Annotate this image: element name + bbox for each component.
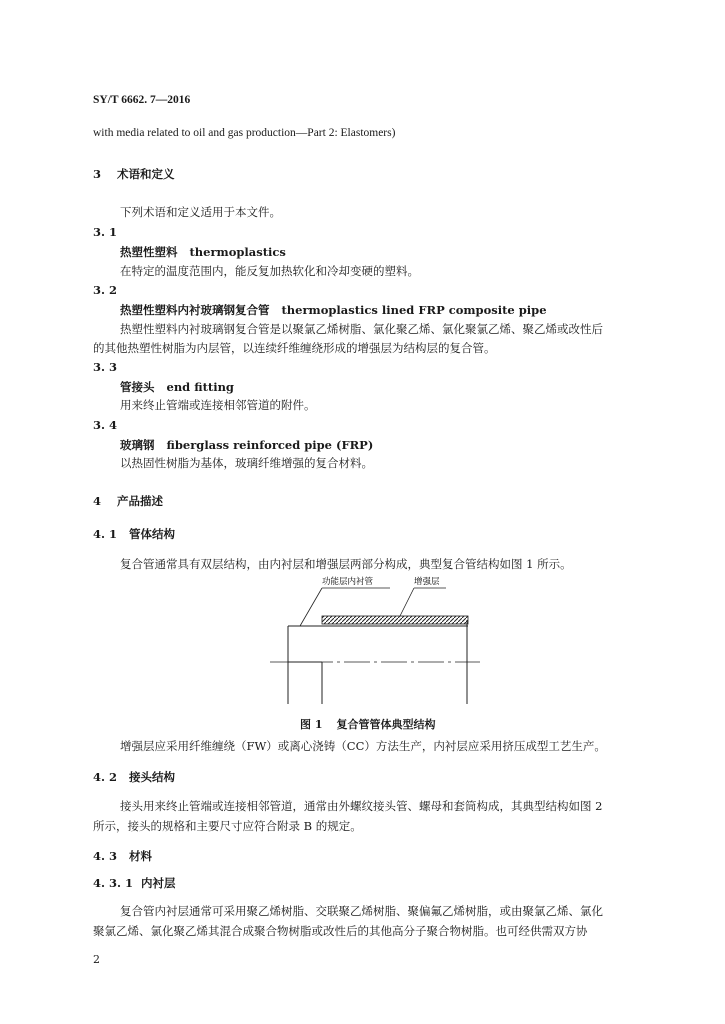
subsection-number: 4. 2	[93, 770, 118, 784]
subsection-4-1-heading	[93, 526, 175, 542]
term-en: fiberglass reinforced pipe (FRP)	[166, 438, 374, 452]
subsection-title: 内衬层	[141, 876, 176, 890]
subsection-4-2-line: 接头用来终止管端或连接相邻管道，通常由外螺纹接头管、螺母和套筒构成，其典型结构如图 2	[120, 799, 603, 813]
section-title: 术语和定义	[117, 167, 175, 181]
section-title: 产品描述	[117, 494, 163, 508]
standard-code: SY/T 6662. 7—2016	[93, 94, 191, 106]
term-heading	[120, 302, 547, 318]
leader-line	[300, 588, 322, 626]
figure-caption	[300, 716, 435, 732]
section-3-heading	[93, 166, 175, 182]
page-number: 2	[93, 953, 100, 966]
subsection-4-1-after: 增强层应采用纤维缠绕（FW）或离心浇铸（CC）方法生产，内衬层应采用挤压成型工艺生产。	[120, 739, 606, 753]
figure-number: 图 1	[300, 718, 323, 731]
subsection-4-2-heading	[93, 769, 175, 785]
leader-line	[400, 588, 414, 616]
term-definition: 用来终止管端或连接相邻管道的附件。	[120, 398, 316, 412]
subsection-title: 接头结构	[129, 770, 175, 784]
subsection-4-2-line: 所示，接头的规格和主要尺寸应符合附录 B 的规定。	[93, 819, 362, 833]
section-4-heading	[93, 493, 163, 509]
figure-label-reinforcement: 增强层	[414, 577, 440, 587]
term-en: end fitting	[166, 380, 234, 394]
subsection-number: 4. 1	[93, 527, 118, 541]
subsection-number: 4. 3. 1	[93, 876, 134, 890]
subsection-4-3-1-line: 聚氯乙烯、氯化聚乙烯其混合成聚合物树脂或改性后的其他高分子聚合物树脂。也可经供需双方协	[93, 924, 588, 938]
term-heading	[120, 244, 286, 260]
subsection-4-3-heading	[93, 848, 152, 864]
term-heading	[120, 437, 373, 453]
subsection-number: 4. 3	[93, 849, 118, 863]
term-definition: 以热固性树脂为基体，玻璃纤维增强的复合材料。	[120, 456, 373, 470]
term-zh: 玻璃钢	[120, 438, 155, 452]
figure-label-inner-liner: 功能层内衬管	[322, 577, 374, 587]
term-number: 3. 3	[93, 360, 118, 374]
figure-title: 复合管管体典型结构	[336, 718, 436, 731]
term-number: 3. 2	[93, 283, 118, 297]
term-en: thermoplastics	[189, 245, 286, 259]
term-zh: 管接头	[120, 380, 155, 394]
section-number: 4	[93, 494, 102, 508]
figure-pipe-structure	[270, 570, 480, 710]
term-en: thermoplastics lined FRP composite pipe	[281, 303, 547, 317]
subsection-title: 材料	[129, 849, 152, 863]
subsection-4-3-1-heading	[93, 875, 176, 891]
term-zh: 热塑性塑料	[120, 245, 178, 259]
term-definition: 热塑性塑料内衬玻璃钢复合管是以聚氯乙烯树脂、氯化聚乙烯、氯化聚氯乙烯、聚乙烯或改性后	[120, 322, 603, 336]
term-heading	[120, 379, 234, 395]
term-number: 3. 4	[93, 418, 118, 432]
term-zh: 热塑性塑料内衬玻璃钢复合管	[120, 303, 270, 317]
subsection-4-3-1-line: 复合管内衬层通常可采用聚乙烯树脂、交联聚乙烯树脂、聚偏氟乙烯树脂，或由聚氯乙烯、氯化	[120, 904, 603, 918]
subsection-4-1-text: 复合管通常具有双层结构，由内衬层和增强层两部分构成，典型复合管结构如图 1 所示。	[120, 557, 572, 571]
term-number: 3. 1	[93, 225, 118, 239]
term-definition-cont: 的其他热塑性树脂为内层管，以连续纤维缠绕形成的增强层为结构层的复合管。	[93, 341, 496, 355]
section-number: 3	[93, 167, 102, 181]
intro-line: with media related to oil and gas production—Part 2: Elastomers)	[93, 127, 396, 139]
subsection-title: 管体结构	[129, 527, 175, 541]
section-3-lead: 下列术语和定义适用于本文件。	[120, 205, 281, 219]
term-definition: 在特定的温度范围内，能反复加热软化和冷却变硬的塑料。	[120, 264, 419, 278]
reinforcement-layer	[322, 616, 468, 624]
